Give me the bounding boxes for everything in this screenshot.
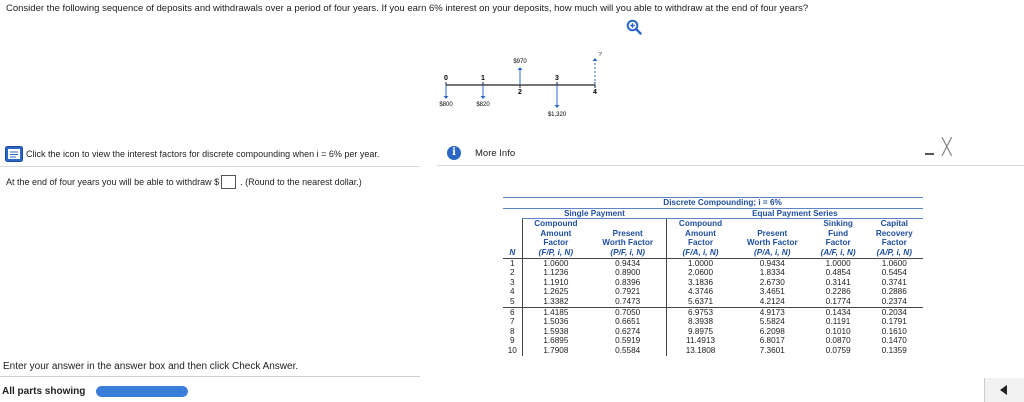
col-header: Factor — [522, 238, 589, 248]
deposit-3: $1,320 — [547, 112, 567, 118]
col-header: Compound — [667, 219, 734, 229]
panel-divider — [437, 165, 1024, 166]
interest-factor-table-container — [503, 197, 923, 356]
factor-value: 0.6274 — [615, 326, 641, 336]
row-n: 6 — [503, 307, 522, 317]
unknown-4: ? — [598, 52, 602, 58]
factor-value: 1.8334 — [759, 268, 785, 278]
col-header: Factor — [881, 238, 907, 248]
instruction-text: Enter your answer in the answer box and then click Check Answer. — [3, 361, 299, 372]
col-header: Factor — [825, 238, 851, 248]
col-header: Fund — [828, 228, 849, 238]
factor-value: 1.5938 — [522, 327, 589, 337]
factor-value: 13.1808 — [667, 346, 734, 356]
deposit-1: $820 — [476, 102, 490, 108]
table-row — [503, 307, 923, 317]
factor-value: 0.7050 — [589, 307, 667, 317]
factor-value: 1.0000 — [825, 258, 851, 268]
factor-value: 1.5036 — [522, 317, 589, 327]
col-header: Present — [612, 228, 643, 238]
period-3: 3 — [555, 75, 559, 82]
table-row — [503, 297, 923, 307]
col-header: Amount — [667, 229, 734, 239]
factor-value: 2.0600 — [667, 268, 734, 278]
factor-value: 0.1359 — [881, 345, 907, 355]
row-n: 7 — [510, 317, 515, 327]
row-n: 1 — [510, 258, 515, 268]
interest-factors-hint: Click the icon to view the interest factors for discrete compounding when i = 6% per year. — [26, 149, 380, 159]
col-header — [734, 219, 811, 229]
factor-value: 0.0759 — [825, 345, 851, 355]
col-header: Present — [757, 228, 788, 238]
row-n: 2 — [510, 268, 515, 278]
col-header: Amount — [522, 229, 589, 239]
factor-value: 6.8017 — [759, 336, 785, 346]
period-0: 0 — [444, 75, 448, 82]
factor-value: 0.1191 — [825, 317, 851, 327]
close-icon[interactable]: ╳ — [942, 139, 952, 156]
period-2: 2 — [518, 89, 522, 96]
progress-fill — [96, 386, 188, 397]
row-n: 9 — [510, 336, 515, 346]
info-icon: i — [447, 146, 461, 160]
factor-value: 0.0870 — [825, 336, 851, 346]
table-row — [503, 327, 923, 337]
answer-line — [6, 175, 362, 189]
factor-symbol: (P/A, i, N) — [734, 248, 811, 258]
calculator-icon[interactable] — [5, 146, 23, 162]
factor-value: 0.5584 — [615, 345, 641, 355]
col-header: Compound — [522, 219, 589, 229]
factor-value: 0.1610 — [881, 326, 907, 336]
factor-value: 0.7921 — [615, 287, 641, 297]
factor-value: 0.7473 — [615, 296, 641, 306]
factor-symbol: (A/P, i, N) — [866, 248, 923, 258]
factor-symbol: (P/F, i, N) — [589, 248, 667, 258]
row-n: 10 — [507, 345, 517, 355]
n-header: N — [503, 248, 522, 258]
answer-prefix: At the end of four years you will be able to withdraw $ — [6, 177, 220, 187]
table-row — [503, 278, 923, 288]
factor-value: 0.9434 — [759, 258, 785, 268]
divider — [0, 376, 420, 377]
factor-value: 0.8900 — [615, 268, 641, 278]
factor-value: 1.0600 — [881, 258, 907, 268]
factor-value: 1.3382 — [522, 297, 589, 307]
table-row — [503, 258, 923, 268]
table-row — [503, 346, 923, 356]
row-n: 5 — [510, 296, 515, 306]
factor-value: 0.9434 — [615, 258, 641, 268]
factor-value: 1.4185 — [522, 307, 589, 317]
group-equal-payment: Equal Payment Series — [667, 208, 923, 219]
factor-symbol: (F/A, i, N) — [667, 248, 734, 258]
factor-value: 7.3601 — [759, 345, 785, 355]
factor-value: 0.3741 — [881, 277, 907, 287]
factor-symbol: (A/F, i, N) — [811, 248, 866, 258]
col-header: Sinking — [823, 219, 853, 229]
factor-value: 1.1910 — [522, 278, 589, 288]
question-text: Consider the following sequence of deposits and withdrawals over a period of four years. If you earn 6% interest on your deposits, how much will you able to withdraw at the end of four years? — [6, 3, 809, 14]
factor-value: 1.7908 — [522, 346, 589, 356]
table-row — [503, 268, 923, 278]
factor-value: 0.2886 — [881, 287, 907, 297]
period-1: 1 — [481, 75, 485, 82]
factor-value: 1.0000 — [667, 258, 734, 268]
factor-value: 2.6730 — [759, 277, 785, 287]
factor-value: 1.6895 — [522, 336, 589, 346]
factor-value: 5.5824 — [759, 317, 785, 327]
table-row — [503, 317, 923, 327]
factor-value: 5.6371 — [667, 297, 734, 307]
row-n: 4 — [510, 287, 515, 297]
panel-title: More Info — [475, 148, 516, 159]
row-n: 3 — [510, 277, 515, 287]
interest-factor-table — [503, 197, 923, 356]
factor-value: 1.2625 — [522, 287, 589, 297]
factor-value: 1.0600 — [522, 258, 589, 268]
answer-suffix: . (Round to the nearest dollar.) — [240, 177, 362, 187]
minimize-icon[interactable] — [925, 153, 934, 155]
col-header: Recovery — [875, 228, 913, 238]
factor-value: 6.9753 — [667, 307, 734, 317]
factor-value: 0.3141 — [825, 277, 851, 287]
col-header: Worth Factor — [602, 238, 654, 248]
factor-value: 9.8975 — [667, 327, 734, 337]
factor-value: 6.2098 — [759, 326, 785, 336]
deposit-0: $800 — [439, 102, 453, 108]
factor-value: 0.2286 — [825, 287, 851, 297]
table-row — [503, 287, 923, 297]
group-single-payment: Single Payment — [522, 208, 667, 219]
table-row — [503, 336, 923, 346]
table-title: Discrete Compounding; i = 6% — [522, 198, 923, 209]
factor-value: 0.1434 — [811, 307, 866, 317]
factor-value: 0.2374 — [881, 296, 907, 306]
factor-value: 3.1836 — [667, 278, 734, 288]
factor-value: 1.1236 — [522, 268, 589, 278]
col-header: Worth Factor — [746, 238, 798, 248]
factor-value: 0.1791 — [881, 317, 907, 327]
col-header — [589, 219, 667, 229]
factor-value: 3.4651 — [759, 287, 785, 297]
factor-value: 4.2124 — [759, 296, 785, 306]
col-header: Capital — [880, 219, 908, 229]
divider — [0, 166, 420, 167]
factor-value: 0.1470 — [881, 336, 907, 346]
withdrawal-2: $970 — [513, 59, 527, 65]
factor-symbol: (F/P, i, N) — [522, 248, 589, 258]
factor-value: 4.9173 — [734, 307, 811, 317]
period-4: 4 — [593, 89, 597, 96]
factor-value: 0.1010 — [825, 326, 851, 336]
row-n: 8 — [510, 326, 515, 336]
factor-value: 0.1774 — [825, 296, 851, 306]
scroll-left-icon[interactable] — [1000, 385, 1007, 395]
factor-value: 4.3746 — [667, 287, 734, 297]
all-parts-label: All parts showing — [2, 386, 86, 397]
factor-value: 0.6651 — [615, 317, 641, 327]
progress-bar — [96, 386, 188, 397]
col-header: Factor — [667, 238, 734, 248]
zoom-in-icon[interactable] — [626, 19, 642, 35]
factor-value: 8.3938 — [667, 317, 734, 327]
factor-value: 0.2034 — [866, 307, 923, 317]
factor-value: 0.5919 — [615, 336, 641, 346]
factor-value: 11.4913 — [667, 336, 734, 346]
factor-value: 0.5454 — [881, 268, 907, 278]
factor-value: 0.4854 — [825, 268, 851, 278]
answer-input[interactable] — [221, 175, 236, 189]
factor-rows — [503, 258, 923, 355]
factor-value: 0.8396 — [615, 277, 641, 287]
cash-flow-diagram — [420, 52, 620, 122]
